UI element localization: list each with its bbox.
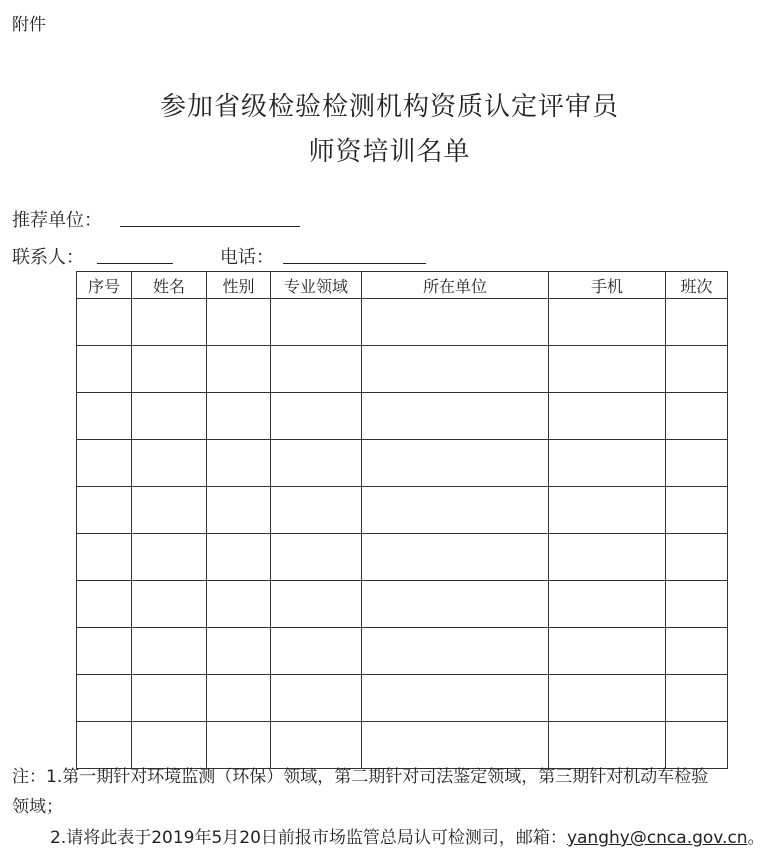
email-link[interactable]: yanghy@cnca.gov.cn (566, 828, 748, 848)
table-cell[interactable] (132, 534, 207, 581)
table-cell[interactable] (549, 628, 666, 675)
table-cell[interactable] (132, 346, 207, 393)
table-cell[interactable] (362, 346, 549, 393)
table-cell[interactable] (132, 393, 207, 440)
column-header-gender: 性别 (207, 272, 271, 299)
table-cell[interactable] (549, 675, 666, 722)
document-title-line2: 师资培训名单 (308, 137, 471, 167)
contact-label: 联系人： (12, 247, 84, 268)
table-cell[interactable] (132, 487, 207, 534)
note-1-line-2: 领域； (12, 797, 63, 817)
column-header-name: 姓名 (132, 272, 207, 299)
table-cell[interactable] (207, 628, 271, 675)
phone-label: 电话： (220, 247, 274, 268)
table-cell[interactable] (207, 440, 271, 487)
table-cell[interactable] (77, 534, 132, 581)
phone-blank[interactable] (283, 263, 426, 264)
column-header-index: 序号 (77, 272, 132, 299)
table-cell[interactable] (271, 487, 362, 534)
table-cell[interactable] (549, 440, 666, 487)
table-cell[interactable] (271, 675, 362, 722)
table-cell[interactable] (77, 487, 132, 534)
table-row (77, 534, 728, 581)
table-cell[interactable] (666, 675, 728, 722)
table-cell[interactable] (666, 346, 728, 393)
table-cell[interactable] (549, 487, 666, 534)
table-cell[interactable] (549, 581, 666, 628)
table-cell[interactable] (271, 393, 362, 440)
column-header-unit: 所在单位 (362, 272, 549, 299)
table-cell[interactable] (666, 628, 728, 675)
table-row (77, 487, 728, 534)
table-cell[interactable] (362, 299, 549, 346)
note-1-line-1: 注：1.第一期针对环境监测（环保）领域，第二期针对司法鉴定领域，第三期针对机动车检验 (12, 767, 709, 787)
table-cell[interactable] (666, 487, 728, 534)
table-row (77, 440, 728, 487)
table-cell[interactable] (271, 581, 362, 628)
attachment-label: 附件 (12, 15, 46, 35)
table-row (77, 393, 728, 440)
table-cell[interactable] (666, 534, 728, 581)
recommend-unit-blank[interactable] (120, 226, 300, 227)
table-cell[interactable] (207, 675, 271, 722)
note-2-suffix: 。 (747, 828, 765, 848)
table-row (77, 299, 728, 346)
table-cell[interactable] (77, 628, 132, 675)
trainee-roster-table (76, 271, 728, 769)
table-cell[interactable] (77, 581, 132, 628)
table-cell[interactable] (362, 534, 549, 581)
table-cell[interactable] (362, 675, 549, 722)
note-2 (50, 823, 765, 848)
table-cell[interactable] (207, 346, 271, 393)
table-cell[interactable] (549, 534, 666, 581)
table-cell[interactable] (362, 393, 549, 440)
table-cell[interactable] (666, 581, 728, 628)
document-title-line1: 参加省级检验检测机构资质认定评审员 (159, 92, 619, 122)
table-cell[interactable] (132, 581, 207, 628)
table-cell[interactable] (207, 393, 271, 440)
table-cell[interactable] (207, 487, 271, 534)
table-row (77, 346, 728, 393)
table-row (77, 628, 728, 675)
table-cell[interactable] (271, 440, 362, 487)
recommend-unit-label: 推荐单位： (12, 210, 102, 231)
table-cell[interactable] (362, 487, 549, 534)
column-header-mobile: 手机 (549, 272, 666, 299)
table-cell[interactable] (666, 440, 728, 487)
table-cell[interactable] (362, 440, 549, 487)
table-cell[interactable] (132, 628, 207, 675)
table-cell[interactable] (132, 299, 207, 346)
table-cell[interactable] (77, 440, 132, 487)
column-header-session: 班次 (666, 272, 728, 299)
table-cell[interactable] (549, 346, 666, 393)
table-cell[interactable] (77, 346, 132, 393)
table-cell[interactable] (132, 440, 207, 487)
table-row (77, 581, 728, 628)
table-cell[interactable] (271, 299, 362, 346)
table-cell[interactable] (549, 393, 666, 440)
table-cell[interactable] (666, 299, 728, 346)
table-cell[interactable] (271, 534, 362, 581)
table-cell[interactable] (362, 581, 549, 628)
table-cell[interactable] (207, 581, 271, 628)
table-cell[interactable] (666, 393, 728, 440)
table-cell[interactable] (207, 299, 271, 346)
table-cell[interactable] (77, 393, 132, 440)
note-2-text: 2.请将此表于2019年5月20日前报市场监管总局认可检测司，邮箱： (50, 828, 567, 848)
table-cell[interactable] (271, 346, 362, 393)
column-header-field: 专业领域 (271, 272, 362, 299)
table-row (77, 675, 728, 722)
table-cell[interactable] (77, 675, 132, 722)
table-cell[interactable] (132, 675, 207, 722)
table-body (77, 299, 728, 769)
table-header-row (77, 272, 728, 299)
contact-blank[interactable] (97, 263, 173, 264)
table-cell[interactable] (549, 299, 666, 346)
table-cell[interactable] (271, 628, 362, 675)
table-cell[interactable] (362, 628, 549, 675)
table-cell[interactable] (77, 299, 132, 346)
table-cell[interactable] (207, 534, 271, 581)
